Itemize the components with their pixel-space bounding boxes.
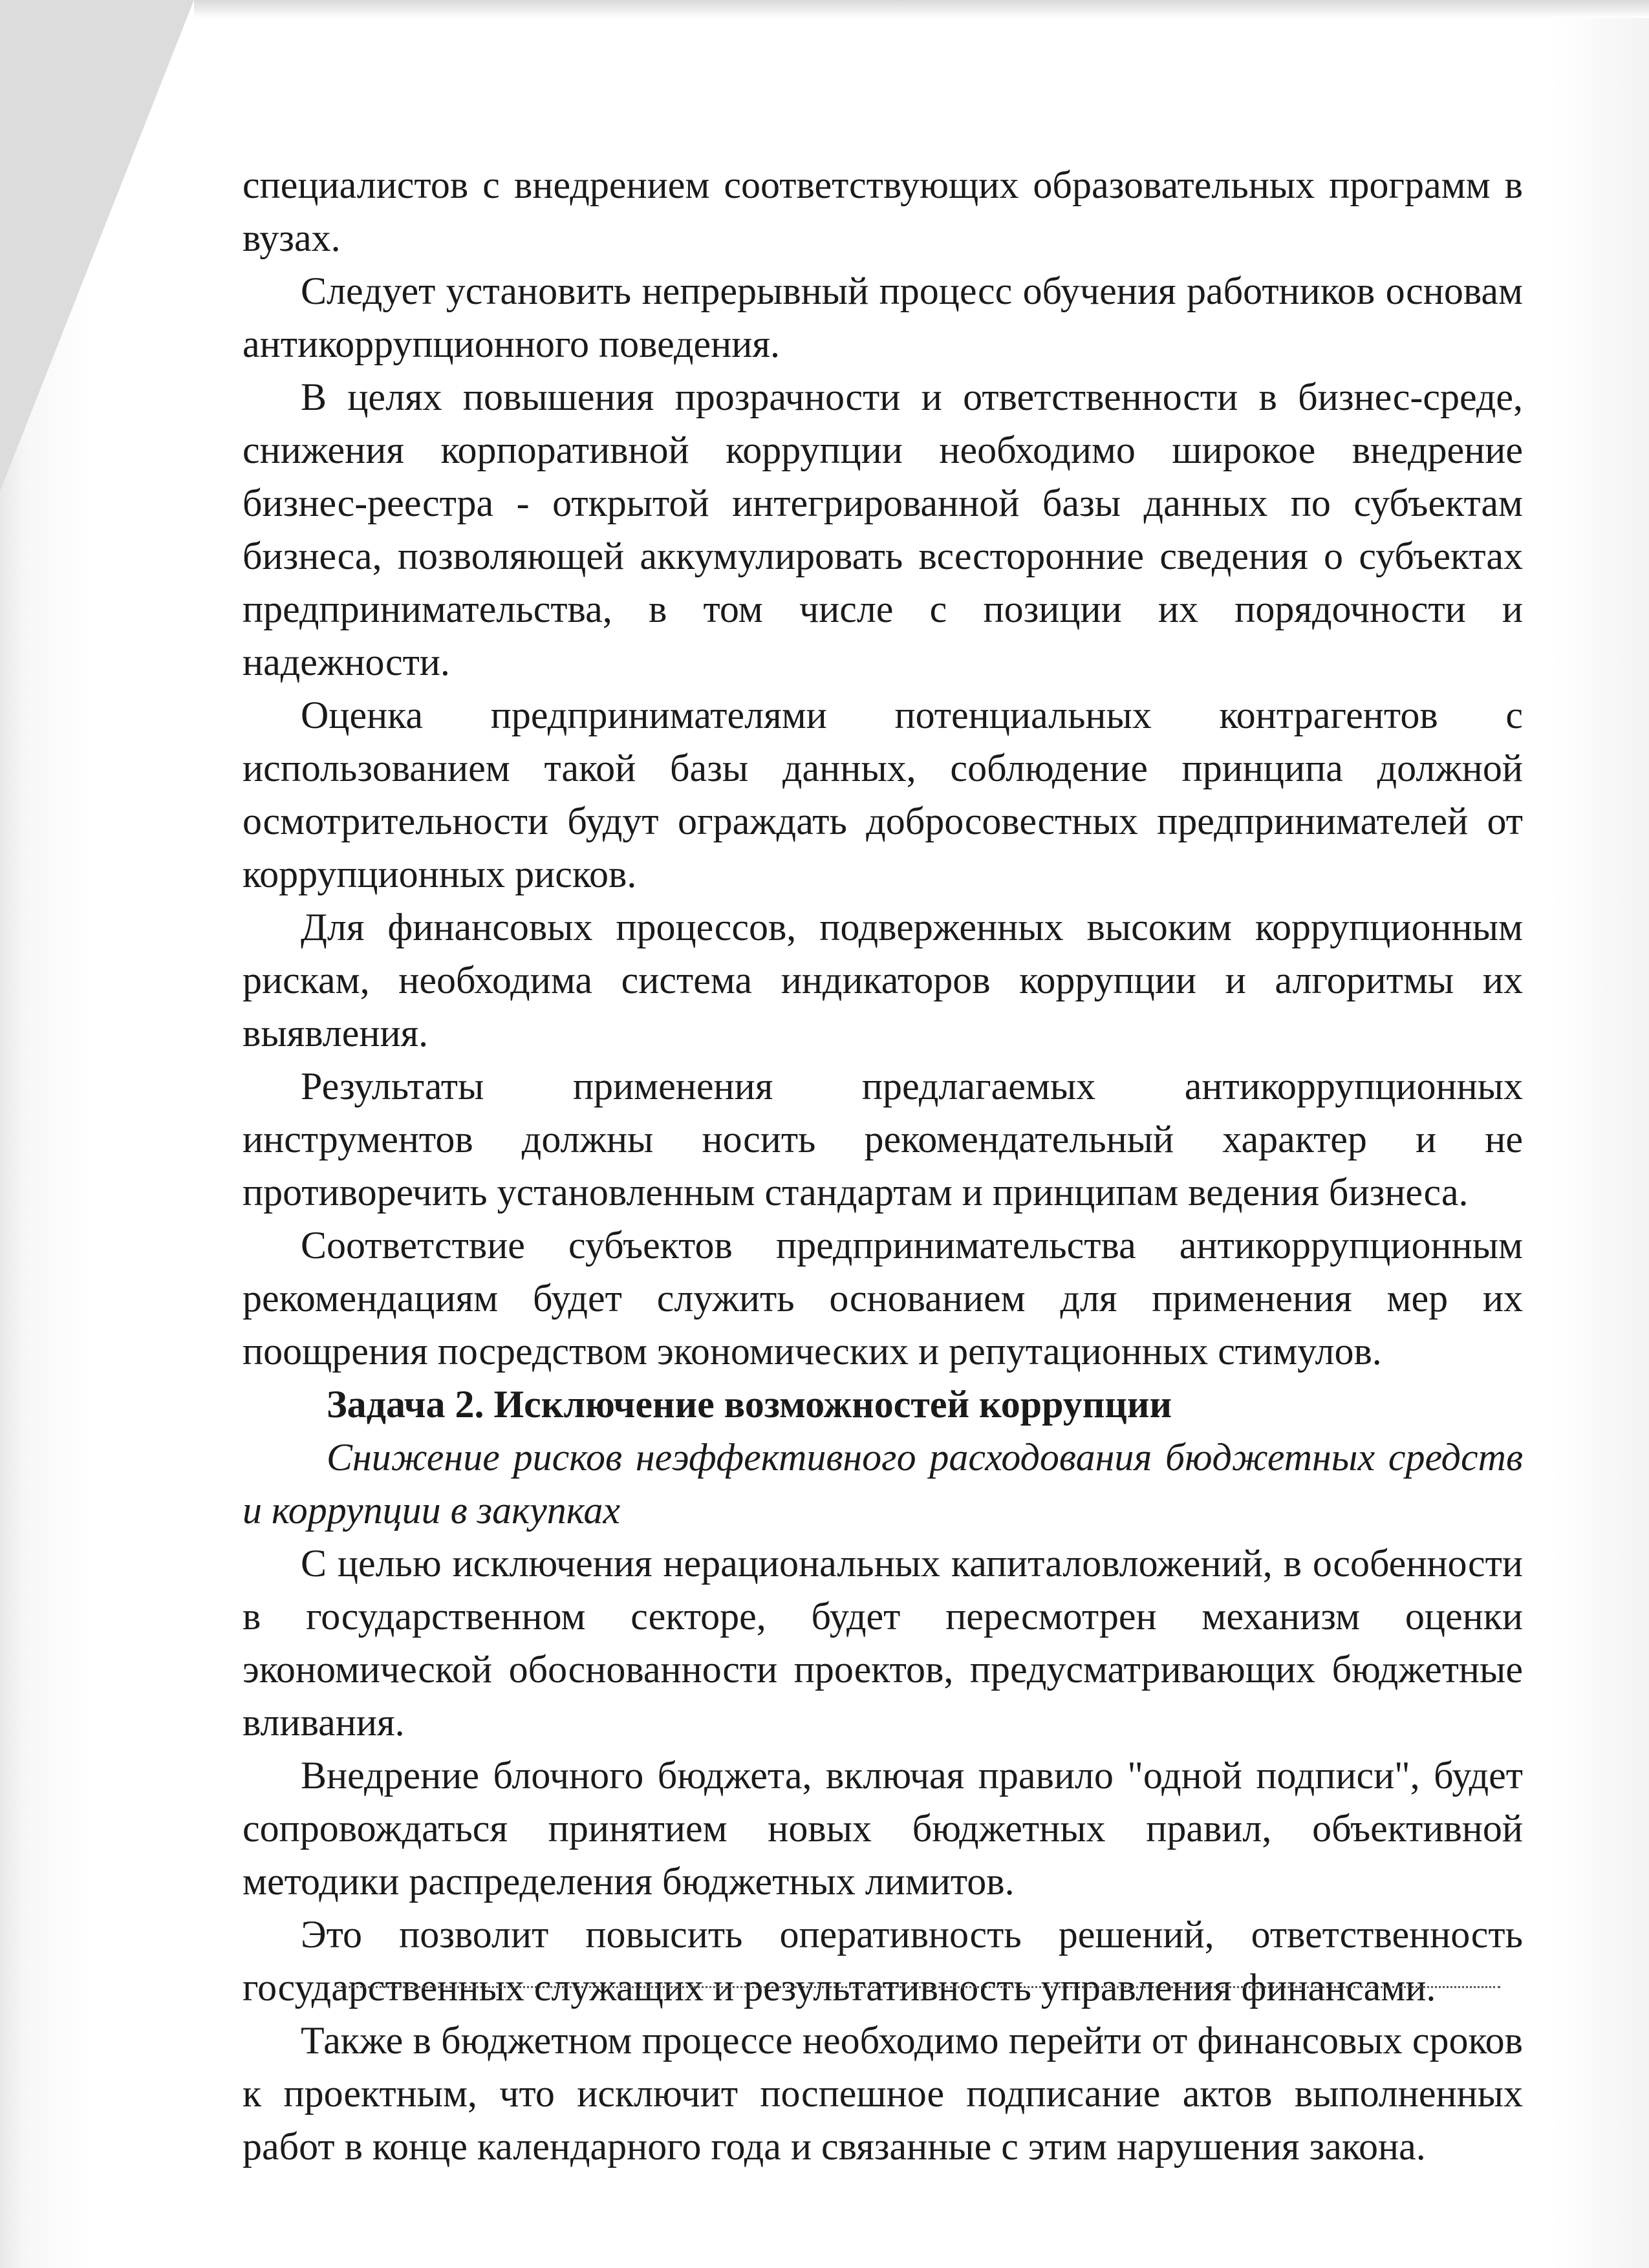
paragraph: Результаты применения предлагаемых антикоррупционных инструментов должны носить рекомендательный характер и не противоречить установленным стандартам и принципам ведения бизнеса. bbox=[242, 1065, 1523, 1214]
document-page bbox=[242, 158, 1523, 2173]
bottom-dotted-rule bbox=[336, 1986, 1500, 1988]
scan-folded-corner bbox=[0, 0, 194, 491]
paragraph: Для финансовых процессов, подверженных высоким коррупционным рискам, необходима система индикаторов коррупции и алгоритмы их выявления. bbox=[242, 906, 1523, 1054]
paragraph: Соответствие субъектов предпринимательства антикоррупционным рекомендациям будет служить основанием для применения мер их поощрения посредством экономических и репутационных стимулов. bbox=[242, 1224, 1523, 1373]
paragraph: Внедрение блочного бюджета, включая правило "одной подписи", будет сопровождаться принятием новых бюджетных правил, объективной методики распределения бюджетных лимитов. bbox=[242, 1754, 1523, 1903]
paragraph: Это позволит повысить оперативность решений, ответственность государственных служащих и результативность управления финансами. bbox=[242, 1913, 1523, 2009]
paragraph: Также в бюджетном процессе необходимо перейти от финансовых сроков к проектным, что исключит поспешное подписание актов выполненных работ в конце календарного года и связанные с этим нарушения закона. bbox=[242, 2019, 1523, 2168]
paragraph: специалистов с внедрением соответствующих образовательных программ в вузах. bbox=[242, 164, 1523, 259]
section-heading: Задача 2. Исключение возможностей коррупции bbox=[327, 1383, 1172, 1426]
scan-top-edge bbox=[194, 0, 1649, 18]
paragraph: Оценка предпринимателями потенциальных контрагентов с использованием такой базы данных, соблюдение принципа должной осмотрительности будут ограждать добросовестных предпринимателей от коррупционных рисков. bbox=[242, 694, 1523, 895]
section-subheading: Снижение рисков неэффективного расходования бюджетных средств и коррупции в закупках bbox=[242, 1436, 1523, 1532]
paragraph: Следует установить непрерывный процесс обучения работников основам антикоррупционного поведения. bbox=[242, 270, 1523, 365]
paragraph: В целях повышения прозрачности и ответственности в бизнес-среде, снижения корпоративной коррупции необходимо широкое внедрение бизнес-реестра - открытой интегрированной базы данных по субъектам бизнеса, позволяющей аккумулировать всесторонние сведения о субъектах предпринимательства, в том числе с позиции их порядочности и надежности. bbox=[242, 376, 1523, 683]
paragraph: С целью исключения нерациональных капиталовложений, в особенности в государственном секторе, будет пересмотрен механизм оценки экономической обоснованности проектов, предусматривающих бюджетные вливания. bbox=[242, 1542, 1523, 1744]
